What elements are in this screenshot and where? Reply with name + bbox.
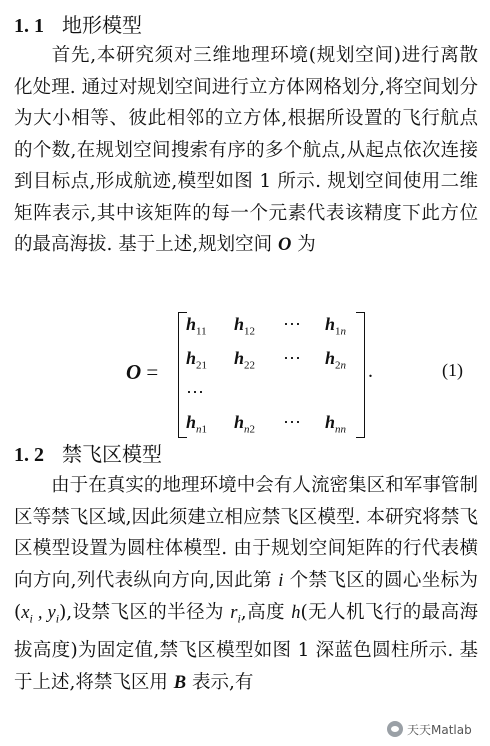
section-title: 地形模型 [62, 13, 142, 37]
equation-number: (1) [442, 360, 463, 380]
paragraph-text: 为 [291, 234, 316, 255]
matrix-ellipsis: ⋯ [283, 412, 301, 432]
matrix-ellipsis: ⋯ [283, 314, 301, 334]
matrix-entry: $h_{21}$ [186, 348, 208, 372]
var-i: i [278, 570, 284, 591]
matrix-entry: $h_{11}$ [186, 314, 207, 338]
paragraph-terrain-model [14, 40, 478, 262]
wechat-icon [387, 721, 403, 737]
var-ri: $r_i$ [230, 603, 241, 626]
matrix-entry: $h_{22}$ [234, 348, 256, 372]
matrix-entry: $h_{12}$ [234, 314, 256, 338]
matrix-entry: $h_{nn}$ [325, 412, 347, 436]
matrix-right-bracket [356, 312, 365, 438]
symbol-B: B [173, 672, 187, 693]
paragraph-text: ,高度 [240, 602, 292, 623]
symbol-O: O [278, 235, 292, 255]
matrix-entry: $h_{1n}$ [325, 314, 347, 338]
paragraph-text: 首先,本研究须对三维地理环境(规划空间)进行离散化处理. 通过对规划空间进行立方体网格划分,将空间划分为大小相等、彼此相邻的立方体,根据所设置的飞行航点的个数,在规划空间搜索有序的多个航点,从起点依次连接到目标点,形成航迹,模型如图 1 所示. 规划空间使用二维矩阵表示,其中该矩阵的每一个元素代表该精度下此方位的最高海拔. 基于上述,规划空间 [14, 45, 478, 255]
watermark [387, 718, 485, 740]
section-title: 禁飞区模型 [62, 442, 162, 466]
matrix-entry: $h_{2n}$ [325, 348, 347, 372]
paragraph-text: 由于在真实的地理环境中会有人流密集区和军事管制区等禁飞区域,因此须建立相应禁飞区模型. 本研究将禁飞区模型设置为圆柱体模型. 由于规划空间矩阵的行代表横向方向,列代表纵向方向,因此第 [14, 475, 478, 591]
equation-lhs: O = [126, 360, 159, 384]
matrix-entry: $h_{n1}$ [186, 412, 208, 436]
matrix-ellipsis: ⋯ [283, 348, 301, 368]
equation-1 [0, 308, 490, 440]
var-h: h [291, 603, 301, 623]
section-heading-1-2 [14, 441, 162, 468]
equation-period: . [368, 360, 373, 382]
section-heading-1-1 [14, 12, 142, 39]
paragraph-text: 表示,有 [186, 671, 254, 693]
paragraph-no-fly-zone [14, 470, 478, 699]
watermark-text: 天天Matlab [407, 722, 472, 737]
paragraph-text: 个禁飞区的圆心坐标为( [14, 569, 478, 623]
paragraph-text: ),设禁飞区的半径为 [59, 602, 231, 623]
coord-xi-yi: $x_i$ , $y_i$ [21, 603, 60, 626]
paragraph-text: (无人机飞行的最高海拔高度)为固定值,禁飞区模型如图 1 深蓝色圆柱所示. 基于上述,将禁飞区用 [14, 602, 479, 693]
matrix-entry: $h_{n2}$ [234, 412, 256, 436]
matrix-ellipsis: ⋯ [186, 382, 204, 402]
section-number: 1. 1 [14, 15, 44, 37]
section-number: 1. 2 [14, 444, 44, 466]
